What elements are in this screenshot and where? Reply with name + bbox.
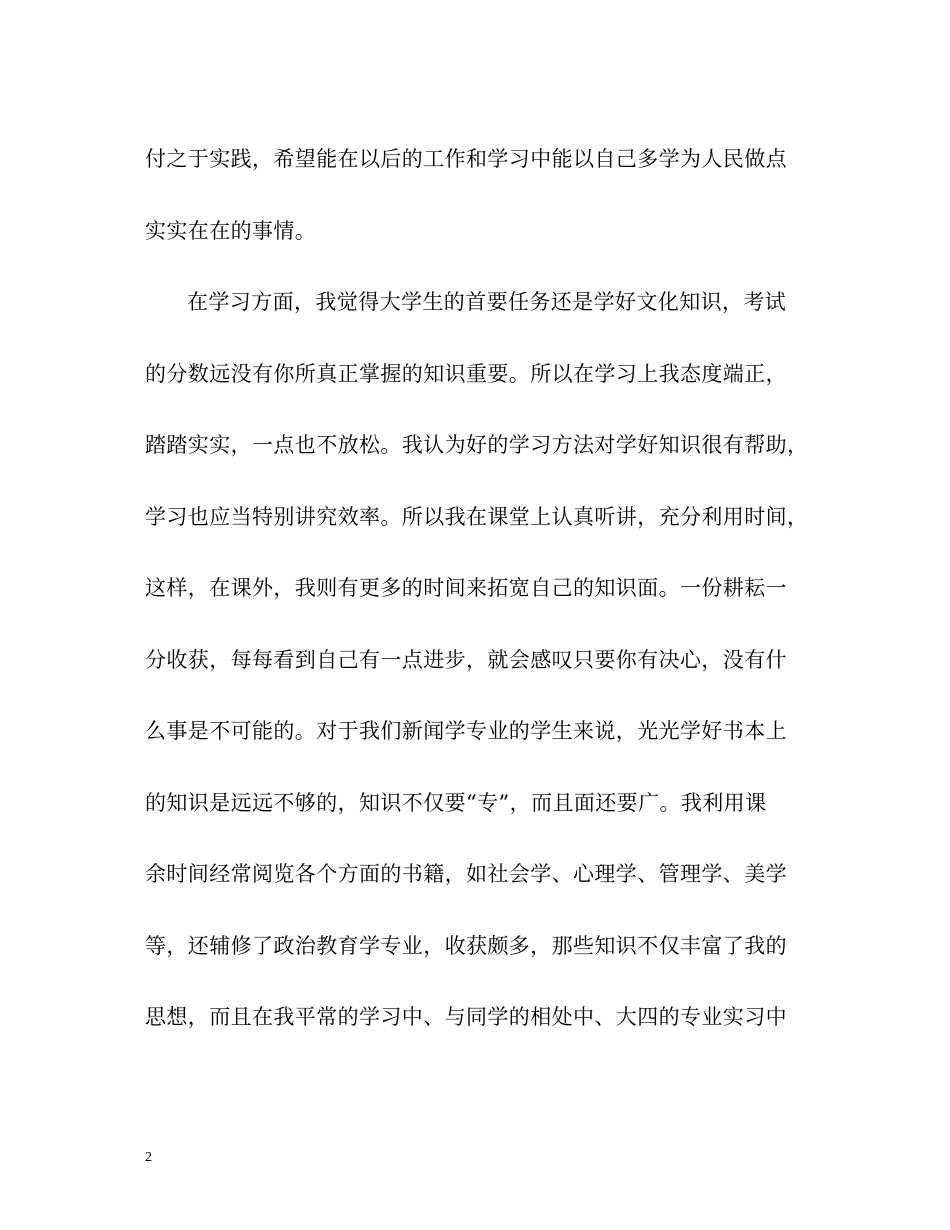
text-line: 分收获，每每看到自己有一点进步，就会感叹只要你有决心，没有什 <box>145 647 787 672</box>
text-line: 等，还辅修了政治教育学专业，收获颇多，那些知识不仅丰富了我的 <box>145 933 787 958</box>
page-number: 2 <box>145 1150 152 1165</box>
text-line: 的分数远没有你所真正掌握的知识重要。所以在学习上我态度端正， <box>145 361 787 386</box>
text-line: 余时间经常阅览各个方面的书籍，如社会学、心理学、管理学、美学 <box>145 862 787 886</box>
text-line: 么事是不可能的。对于我们新闻学专业的学生来说，光光学好书本上 <box>145 719 787 743</box>
text-line: 的知识是远远不够的，知识不仅要“专”，而且面还要广。我利用课 <box>145 790 767 815</box>
paragraph-start-line: 在学习方面，我觉得大学生的首要任务还是学好文化知识，考试 <box>187 290 787 314</box>
text-line: 实实在在的事情。 <box>145 218 317 243</box>
text-line: 思想，而且在我平常的学习中、与同学的相处中、大四的专业实习中 <box>145 1005 787 1029</box>
body-text <box>145 139 815 1069</box>
text-line: 踏踏实实，一点也不放松。我认为好的学习方法对学好知识很有帮助， <box>145 433 809 457</box>
text-line: 学习也应当特别讲究效率。所以我在课堂上认真听讲，充分利用时间， <box>145 504 809 529</box>
text-line: 付之于实践，希望能在以后的工作和学习中能以自己多学为人民做点 <box>145 147 787 171</box>
text-line: 这样，在课外，我则有更多的时间来拓宽自己的知识面。一份耕耘一 <box>145 576 787 600</box>
